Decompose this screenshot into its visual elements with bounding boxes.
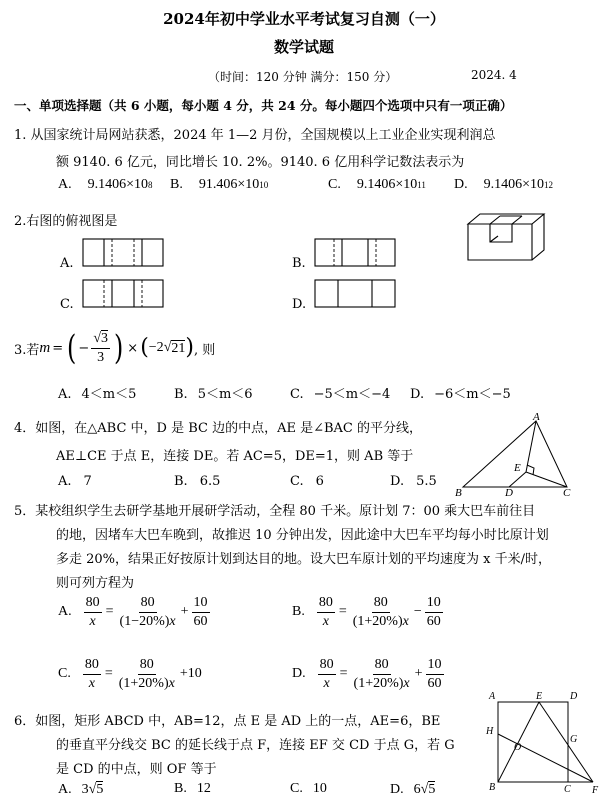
- q6-label-o: O: [514, 742, 522, 753]
- q4-option-b[interactable]: B. 6.5: [174, 474, 221, 489]
- q1-line1: 1. 从国家统计局网站获悉，2024 年 1—2 月份，全国规模以上工业企业实现利润总: [14, 128, 496, 143]
- q4-line1: 4．如图，在△ABC 中，D 是 BC 边的中点，AE 是∠BAC 的平分线，: [14, 421, 423, 436]
- q2-option-c-figure[interactable]: [82, 279, 166, 309]
- q2-option-a-figure[interactable]: [82, 238, 166, 268]
- q4-label-d: D: [505, 487, 513, 499]
- q5-option-b[interactable]: B. $\frac{80}{x}$ = $\frac{80}{(1+20\%)x}$ − $\frac{10}{60}$: [292, 595, 441, 629]
- q1-options: [58, 177, 598, 199]
- q3-option-c[interactable]: C. −5＜m＜−4: [290, 387, 391, 402]
- q4-label-a: A: [533, 411, 540, 423]
- q3-option-a[interactable]: A. 4＜m＜5: [58, 387, 137, 402]
- q3-stem: 3.若 m = ( − $\frac{√3}{3}$ ) × ( −2 √ 21 ) , 则: [14, 328, 216, 368]
- q6-label-g: G: [570, 734, 578, 745]
- q2-option-d-figure[interactable]: [314, 279, 398, 309]
- q3-options: [58, 383, 598, 403]
- q5-line3: 多走 20%，结果正好按原计划到达目的地。设大巴车原计划的平均速度为 x 千米/时，: [56, 552, 552, 567]
- q6-label-a: A: [489, 691, 496, 702]
- q4-label-e: E: [514, 462, 521, 474]
- q6-label-f: F: [592, 785, 599, 796]
- q6-label-d: D: [570, 691, 578, 702]
- q4-label-c: C: [563, 487, 571, 499]
- q4-triangle-figure: [455, 410, 585, 500]
- q6-line3: 是 CD 的中点，则 OF 等于: [56, 762, 217, 777]
- q6-option-c[interactable]: C. 10: [290, 781, 327, 796]
- q6-line2: 的垂直平分线交 BC 的延长线于点 F，连接 EF 交 CD 于点 G，若 G: [56, 738, 455, 753]
- q1-option-b[interactable]: B. 91.406×10 10: [170, 177, 269, 192]
- q4-options: [58, 474, 458, 494]
- q6-options: [58, 781, 458, 805]
- q4-option-c[interactable]: C. 6: [290, 474, 324, 489]
- q2-option-b-figure[interactable]: [314, 238, 398, 268]
- q6-line1: 6．如图，矩形 ABCD 中，AB=12，点 E 是 AD 上的一点，AE=6，BE: [14, 714, 441, 729]
- q4-option-a[interactable]: A. 7: [58, 474, 92, 489]
- exam-subtitle: 数学试题: [273, 38, 334, 56]
- q6-option-d[interactable]: D. 6 √ 5: [390, 781, 436, 797]
- exam-date: 2024. 4: [471, 68, 517, 82]
- q4-line2: AE⊥CE 于点 E，连接 DE。若 AC=5，DE=1，则 AB 等于: [56, 449, 414, 464]
- q6-label-b: B: [489, 782, 496, 793]
- q3-option-d[interactable]: D. −6＜m＜−5: [410, 387, 511, 402]
- q6-option-b[interactable]: B. 12: [174, 781, 211, 796]
- q5-line4: 则可列方程为: [56, 576, 135, 591]
- q6-option-a[interactable]: A. 3 √ 5: [58, 781, 104, 797]
- q5-line1: 5．某校组织学生去研学基地开展研学活动，全程 80 千米。原计划 7：00 乘大巴车前往目: [14, 504, 536, 519]
- q2-solid-figure: [460, 210, 550, 265]
- q1-line2: 额 9140. 6 亿元，同比增长 10. 2%。9140. 6 亿用科学记数法表示为: [56, 155, 465, 170]
- exam-info: （时间：120 分钟 满分：150 分）: [208, 70, 398, 84]
- q2-option-b-label[interactable]: B.: [292, 256, 306, 271]
- q2-option-d-label[interactable]: D.: [292, 297, 307, 312]
- q5-line2: 的地，因堵车大巴车晚到，故推迟 10 分钟出发，因此途中大巴车平均每小时比原计划: [56, 528, 549, 543]
- q2-option-c-label[interactable]: C.: [60, 297, 74, 312]
- q3-option-b[interactable]: B. 5＜m＜6: [174, 387, 253, 402]
- q2-option-a-label[interactable]: A.: [60, 256, 74, 271]
- q1-option-c[interactable]: C. 9.1406×10 11: [328, 177, 426, 192]
- q5-option-a[interactable]: A. $\frac{80}{x}$ = $\frac{80}{(1-20\%)x}$ + $\frac{10}{60}$: [58, 595, 208, 629]
- exam-title: 2024年初中学业水平考试复习自测（一）: [163, 10, 445, 28]
- q5-option-d[interactable]: D. $\frac{80}{x}$ = $\frac{80}{(1+20\%)x}$ + $\frac{10}{60}$: [292, 657, 442, 691]
- q4-option-d[interactable]: D. 5.5: [390, 474, 437, 489]
- q6-rectangle-figure: [485, 690, 600, 802]
- q1-option-d[interactable]: D. 9.1406×10 12: [454, 177, 554, 192]
- q4-label-b: B: [455, 487, 462, 499]
- q6-label-c: C: [564, 784, 571, 795]
- q2-stem: 2.右图的俯视图是: [14, 214, 118, 229]
- q6-label-h: H: [486, 726, 494, 737]
- q5-option-c[interactable]: C. $\frac{80}{x}$ = $\frac{80}{(1+20\%)x}$ +10: [58, 657, 202, 691]
- q1-option-a[interactable]: A. 9.1406×10 8: [58, 177, 153, 192]
- q6-label-e: E: [536, 691, 543, 702]
- section-heading: 一、单项选择题（共 6 小题，每小题 4 分，共 24 分。每小题四个选项中只有一项正确）: [14, 98, 513, 113]
